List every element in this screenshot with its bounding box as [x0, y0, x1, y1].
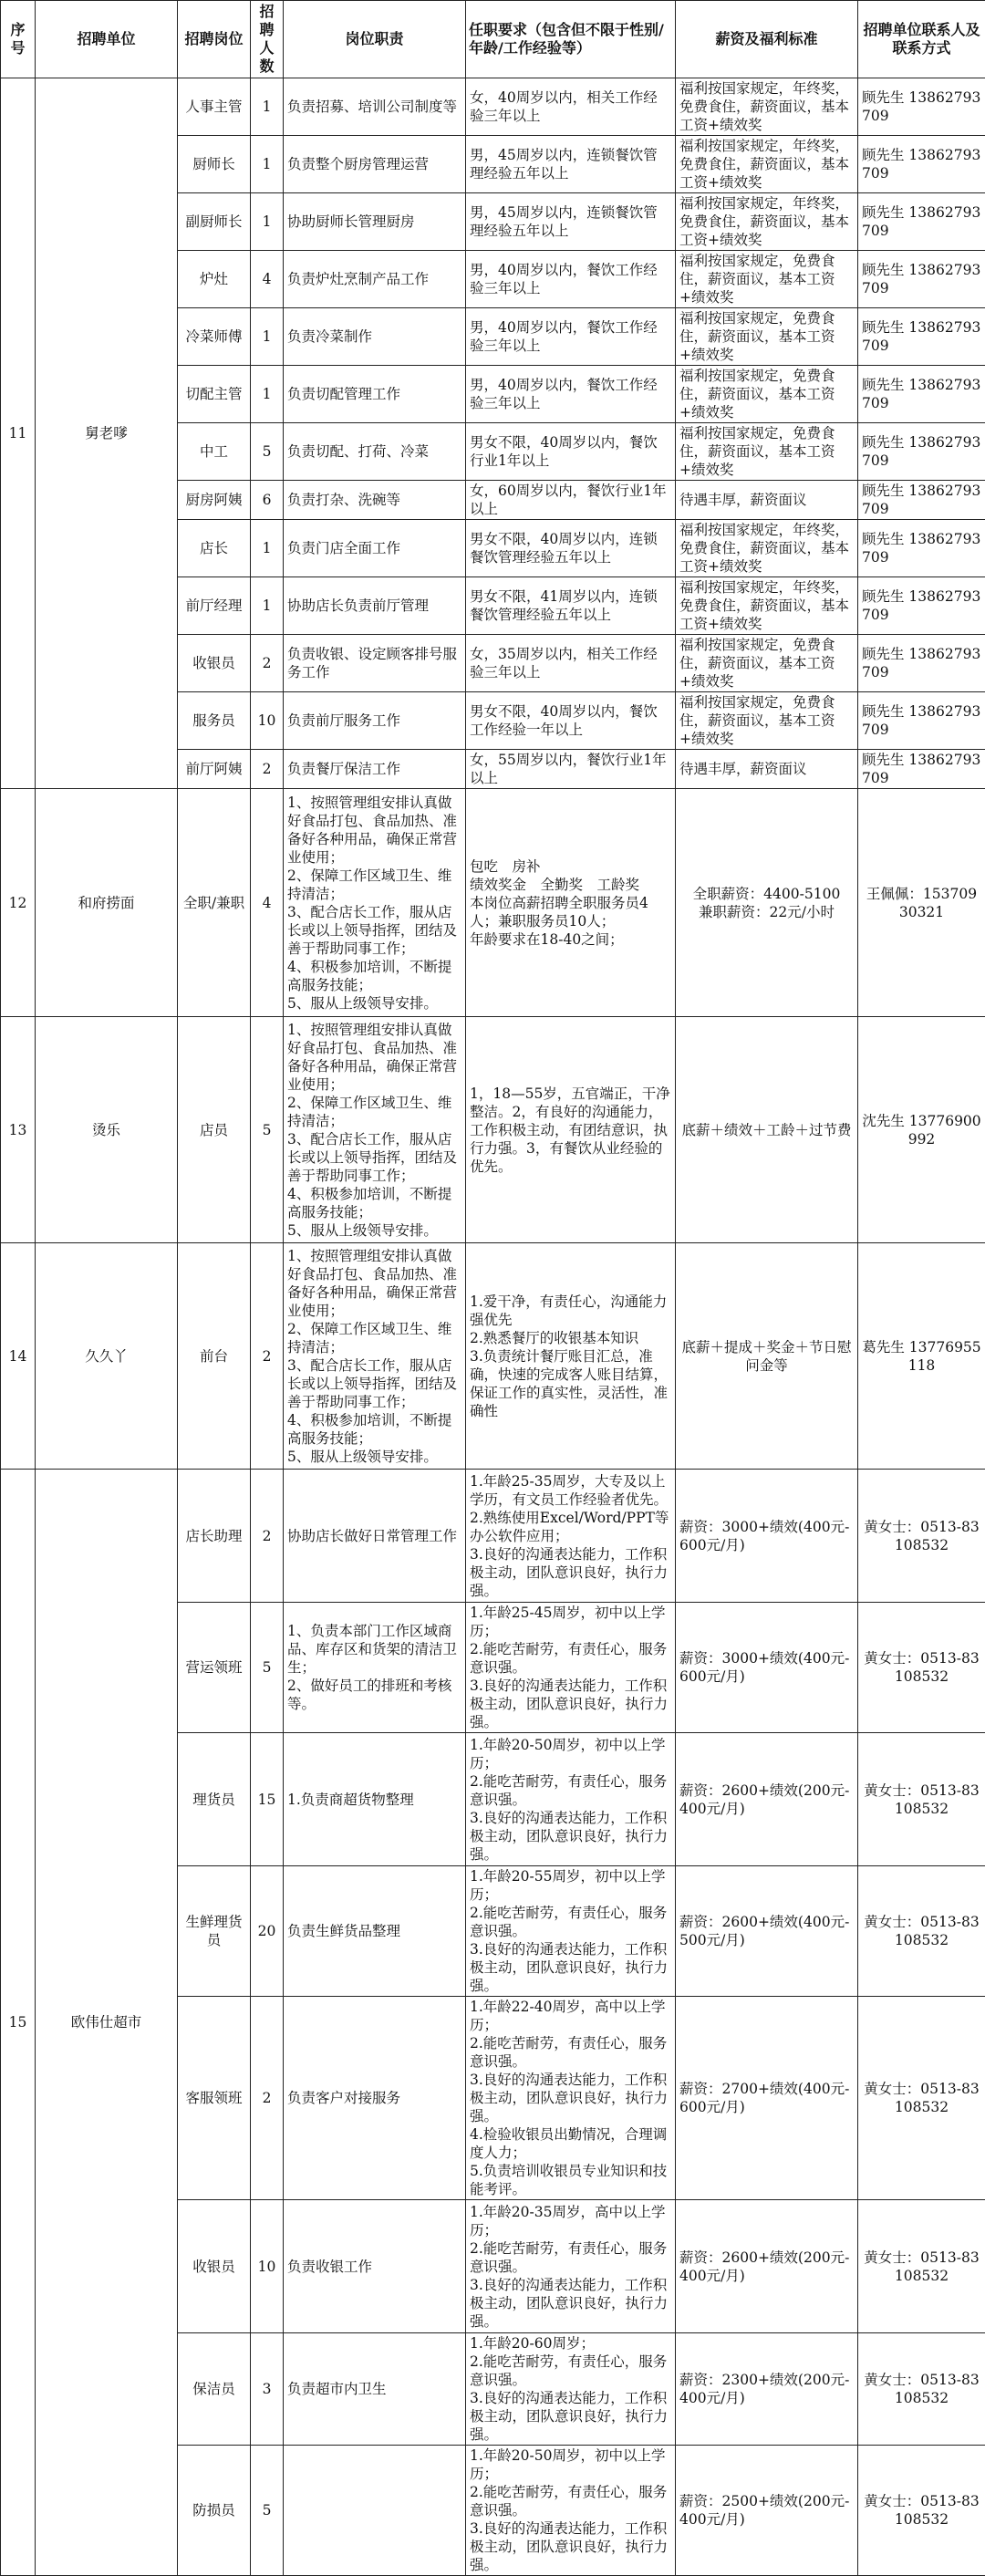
salary-cell: 全职薪资：4400-5100 兼职薪资：22元/小时: [676, 789, 858, 1017]
header-company: 招聘单位: [36, 1, 178, 78]
count-cell: 5: [251, 2446, 284, 2576]
count-cell: 1: [251, 78, 284, 136]
count-cell: 5: [251, 1603, 284, 1733]
position-cell: 人事主管: [178, 78, 251, 136]
requirements-cell: 女，35周岁以内，相关工作经验三年以上: [466, 635, 676, 692]
duty-cell: 负责收银工作: [284, 2200, 466, 2333]
contact-cell: 顾先生 13862793709: [858, 635, 985, 692]
contact-cell: 顾先生 13862793709: [858, 366, 985, 423]
contact-cell: 顾先生 13862793709: [858, 750, 985, 789]
count-cell: 4: [251, 251, 284, 308]
header-count: 招聘人数: [251, 1, 284, 78]
count-cell: 15: [251, 1733, 284, 1866]
requirements-cell: 1.年龄25-45周岁，初中以上学历； 2.能吃苦耐劳，有责任心，服务意识强。 3.良好的沟通表达能力，工作积极主动，团队意识良好，执行力强。: [466, 1603, 676, 1733]
header-requirements: 任职要求（包含但不限于性别/年龄/工作经验等）: [466, 1, 676, 78]
salary-cell: 福利按国家规定，年终奖，免费食住，薪资面议，基本工资+绩效奖: [676, 520, 858, 577]
requirements-cell: 1.年龄20-35周岁，高中以上学历； 2.能吃苦耐劳，有责任心，服务意识强。 3.良好的沟通表达能力，工作积极主动，团队意识良好，执行力强。: [466, 2200, 676, 2333]
count-cell: 6: [251, 481, 284, 520]
salary-cell: 底薪＋提成＋奖金＋节日慰问金等: [676, 1243, 858, 1470]
salary-cell: 待遇丰厚，薪资面议: [676, 481, 858, 520]
salary-cell: 福利按国家规定，免费食住，薪资面议，基本工资+绩效奖: [676, 251, 858, 308]
salary-cell: 薪资：2700+绩效(400元-600元/月): [676, 1997, 858, 2200]
header-position: 招聘岗位: [178, 1, 251, 78]
contact-cell: 顾先生 13862793709: [858, 193, 985, 251]
salary-cell: 底薪＋绩效＋工龄＋过节费: [676, 1017, 858, 1243]
duty-cell: 负责餐厅保洁工作: [284, 750, 466, 789]
contact-cell: 黄女士：0513-83108532: [858, 2200, 985, 2333]
position-cell: 防损员: [178, 2446, 251, 2576]
contact-cell: 顾先生 13862793709: [858, 481, 985, 520]
requirements-cell: 1.爱干净，有责任心，沟通能力强优先 2.熟悉餐厅的收银基本知识 3.负责统计餐厅账目汇总，准确，快速的完成客人账目结算，保证工作的真实性，灵活性，准确性: [466, 1243, 676, 1470]
contact-cell: 顾先生 13862793709: [858, 136, 985, 193]
company-cell: 舅老嗲: [36, 78, 178, 789]
duty-cell: 负责打杂、洗碗等: [284, 481, 466, 520]
salary-cell: 薪资：2600+绩效(200元-400元/月): [676, 2200, 858, 2333]
header-row: [1, 1, 985, 78]
header-contact: 招聘单位联系人及联系方式: [858, 1, 985, 78]
requirements-cell: 1.年龄22-40周岁，高中以上学历； 2.能吃苦耐劳，有责任心，服务意识强。 3.良好的沟通表达能力，工作积极主动，团队意识良好，执行力强。 4.检验收银员出勤情况，合理调度人力； 5.负责培训收银员专业知识和技能考评。: [466, 1997, 676, 2200]
position-cell: 冷菜师傅: [178, 308, 251, 366]
count-cell: 1: [251, 520, 284, 577]
contact-cell: 沈先生 13776900992: [858, 1017, 985, 1243]
table-row: [1, 789, 985, 1017]
contact-cell: 顾先生 13862793709: [858, 251, 985, 308]
table-body: [1, 78, 985, 2576]
salary-cell: 薪资：2300+绩效(200元-400元/月): [676, 2333, 858, 2446]
position-cell: 收银员: [178, 635, 251, 692]
requirements-cell: 1.年龄20-60周岁； 2.能吃苦耐劳，有责任心，服务意识强。 3.良好的沟通表达能力，工作积极主动，团队意识良好，执行力强。: [466, 2333, 676, 2446]
requirements-cell: 男女不限，41周岁以内，连锁餐饮管理经验五年以上: [466, 577, 676, 635]
duty-cell: 1、负责本部门工作区域商品、库存区和货架的清洁卫生； 2、做好员工的排班和考核等。: [284, 1603, 466, 1733]
count-cell: 4: [251, 789, 284, 1017]
header-duty: 岗位职责: [284, 1, 466, 78]
salary-cell: 福利按国家规定，免费食住，薪资面议，基本工资+绩效奖: [676, 366, 858, 423]
salary-cell: 薪资：2500+绩效(200元-400元/月): [676, 2446, 858, 2576]
position-cell: 生鲜理货员: [178, 1866, 251, 1997]
duty-cell: 负责炉灶烹制产品工作: [284, 251, 466, 308]
requirements-cell: 女，55周岁以内，餐饮行业1年以上: [466, 750, 676, 789]
seq-cell: 14: [1, 1243, 36, 1470]
requirements-cell: 包吃 房补 绩效奖金 全勤奖 工龄奖 本岗位高薪招聘全职服务员4人；兼职服务员10人； 年龄要求在18-40之间；: [466, 789, 676, 1017]
position-cell: 店长: [178, 520, 251, 577]
count-cell: 2: [251, 1997, 284, 2200]
position-cell: 前厅经理: [178, 577, 251, 635]
table-row: [1, 1017, 985, 1243]
salary-cell: 福利按国家规定，年终奖，免费食住，薪资面议，基本工资+绩效奖: [676, 577, 858, 635]
contact-cell: 黄女士：0513-83108532: [858, 2446, 985, 2576]
duty-cell: 负责招募、培训公司制度等: [284, 78, 466, 136]
salary-cell: 福利按国家规定，年终奖，免费食住，薪资面议，基本工资+绩效奖: [676, 136, 858, 193]
count-cell: 1: [251, 136, 284, 193]
position-cell: 收银员: [178, 2200, 251, 2333]
header-seq: 序号: [1, 1, 36, 78]
requirements-cell: 女，60周岁以内，餐饮行业1年以上: [466, 481, 676, 520]
salary-cell: 福利按国家规定，免费食住，薪资面议，基本工资+绩效奖: [676, 635, 858, 692]
requirements-cell: 1.年龄20-50周岁，初中以上学历； 2.能吃苦耐劳，有责任心，服务意识强。 3.良好的沟通表达能力，工作积极主动，团队意识良好，执行力强。: [466, 2446, 676, 2576]
count-cell: 2: [251, 1470, 284, 1603]
contact-cell: 葛先生 13776955118: [858, 1243, 985, 1470]
position-cell: 前台: [178, 1243, 251, 1470]
salary-cell: 待遇丰厚，薪资面议: [676, 750, 858, 789]
position-cell: 营运领班: [178, 1603, 251, 1733]
duty-cell: 负责客户对接服务: [284, 1997, 466, 2200]
salary-cell: 福利按国家规定，免费食住，薪资面议，基本工资+绩效奖: [676, 308, 858, 366]
duty-cell: 1.负责商超货物整理: [284, 1733, 466, 1866]
count-cell: 10: [251, 2200, 284, 2333]
count-cell: 5: [251, 1017, 284, 1243]
duty-cell: 负责超市内卫生: [284, 2333, 466, 2446]
seq-cell: 13: [1, 1017, 36, 1243]
count-cell: 1: [251, 366, 284, 423]
duty-cell: 负责整个厨房管理运营: [284, 136, 466, 193]
position-cell: 厨师长: [178, 136, 251, 193]
company-cell: 久久丫: [36, 1243, 178, 1470]
count-cell: 1: [251, 193, 284, 251]
salary-cell: 薪资：2600+绩效(400元-500元/月): [676, 1866, 858, 1997]
position-cell: 前厅阿姨: [178, 750, 251, 789]
position-cell: 保洁员: [178, 2333, 251, 2446]
requirements-cell: 男女不限，40周岁以内，连锁餐饮管理经验五年以上: [466, 520, 676, 577]
table-row: [1, 1470, 985, 1603]
requirements-cell: 男女不限，40周岁以内，餐饮工作经验一年以上: [466, 692, 676, 750]
duty-cell: 协助厨师长管理厨房: [284, 193, 466, 251]
requirements-cell: 1.年龄25-35周岁，大专及以上学历，有文员工作经验者优先。 2.熟练使用Excel/Word/PPT等办公软件应用； 3.良好的沟通表达能力，工作积极主动，团队意识良好，执行力强。: [466, 1470, 676, 1603]
contact-cell: 顾先生 13862793709: [858, 577, 985, 635]
position-cell: 店长助理: [178, 1470, 251, 1603]
count-cell: 5: [251, 423, 284, 481]
duty-cell: 负责门店全面工作: [284, 520, 466, 577]
contact-cell: 黄女士：0513-83108532: [858, 1866, 985, 1997]
duty-cell: 1、按照管理组安排认真做好食品打包、食品加热、准备好各种用品，确保正常营业使用； 2、保障工作区域卫生、维持清洁； 3、配合店长工作，服从店长或以上领导指挥，团结及善于帮助同事工作； 4、积极参加培训，不断提高服务技能； 5、服从上级领导安排。: [284, 1017, 466, 1243]
requirements-cell: 男，40周岁以内，餐饮工作经验三年以上: [466, 308, 676, 366]
count-cell: 2: [251, 750, 284, 789]
count-cell: 2: [251, 635, 284, 692]
duty-cell: 1、按照管理组安排认真做好食品打包、食品加热、准备好各种用品，确保正常营业使用； 2、保障工作区域卫生、维持清洁； 3、配合店长工作，服从店长或以上领导指挥，团结及善于帮助同事工作； 4、积极参加培训，不断提高服务技能； 5、服从上级领导安排。: [284, 789, 466, 1017]
count-cell: 1: [251, 308, 284, 366]
salary-cell: 薪资：3000+绩效(400元-600元/月): [676, 1603, 858, 1733]
position-cell: 切配主管: [178, 366, 251, 423]
count-cell: 10: [251, 692, 284, 750]
contact-cell: 王佩佩：15370930321: [858, 789, 985, 1017]
requirements-cell: 男，45周岁以内，连锁餐饮管理经验五年以上: [466, 136, 676, 193]
contact-cell: 顾先生 13862793709: [858, 423, 985, 481]
salary-cell: 薪资：2600+绩效(200元-400元/月): [676, 1733, 858, 1866]
salary-cell: 福利按国家规定，年终奖，免费食住，薪资面议，基本工资+绩效奖: [676, 193, 858, 251]
position-cell: 服务员: [178, 692, 251, 750]
position-cell: 副厨师长: [178, 193, 251, 251]
position-cell: 厨房阿姨: [178, 481, 251, 520]
duty-cell: 负责前厅服务工作: [284, 692, 466, 750]
requirements-cell: 1，18—55岁，五官端正，干净整洁。2，有良好的沟通能力，工作积极主动，有团结意识，执行力强。3，有餐饮从业经验的优先。: [466, 1017, 676, 1243]
salary-cell: 福利按国家规定，免费食住，薪资面议，基本工资+绩效奖: [676, 692, 858, 750]
company-cell: 欧伟仕超市: [36, 1470, 178, 2576]
position-cell: 理货员: [178, 1733, 251, 1866]
contact-cell: 黄女士：0513-83108532: [858, 2333, 985, 2446]
contact-cell: 黄女士：0513-83108532: [858, 1603, 985, 1733]
salary-cell: 薪资：3000+绩效(400元-600元/月): [676, 1470, 858, 1603]
duty-cell: 负责切配、打荷、冷菜: [284, 423, 466, 481]
company-cell: 烫乐: [36, 1017, 178, 1243]
duty-cell: 负责生鲜货品整理: [284, 1866, 466, 1997]
table-row: [1, 78, 985, 136]
requirements-cell: 男，45周岁以内，连锁餐饮管理经验五年以上: [466, 193, 676, 251]
requirements-cell: 1.年龄20-50周岁，初中以上学历； 2.能吃苦耐劳，有责任心，服务意识强。 3.良好的沟通表达能力，工作积极主动，团队意识良好，执行力强。: [466, 1733, 676, 1866]
count-cell: 1: [251, 577, 284, 635]
requirements-cell: 男，40周岁以内，餐饮工作经验三年以上: [466, 366, 676, 423]
count-cell: 3: [251, 2333, 284, 2446]
duty-cell: 负责冷菜制作: [284, 308, 466, 366]
duty-cell: 1、按照管理组安排认真做好食品打包、食品加热、准备好各种用品，确保正常营业使用； 2、保障工作区域卫生、维持清洁； 3、配合店长工作，服从店长或以上领导指挥，团结及善于帮助同事工作； 4、积极参加培训，不断提高服务技能； 5、服从上级领导安排。: [284, 1243, 466, 1470]
requirements-cell: 男女不限，40周岁以内，餐饮行业1年以上: [466, 423, 676, 481]
count-cell: 20: [251, 1866, 284, 1997]
requirements-cell: 女，40周岁以内，相关工作经验三年以上: [466, 78, 676, 136]
duty-cell: 协助店长负责前厅管理: [284, 577, 466, 635]
position-cell: 炉灶: [178, 251, 251, 308]
count-cell: 2: [251, 1243, 284, 1470]
contact-cell: 顾先生 13862793709: [858, 78, 985, 136]
contact-cell: 顾先生 13862793709: [858, 308, 985, 366]
contact-cell: 黄女士：0513-83108532: [858, 1997, 985, 2200]
requirements-cell: 1.年龄20-55周岁，初中以上学历； 2.能吃苦耐劳，有责任心，服务意识强。 3.良好的沟通表达能力，工作积极主动，团队意识良好，执行力强。: [466, 1866, 676, 1997]
contact-cell: 黄女士：0513-83108532: [858, 1733, 985, 1866]
contact-cell: 顾先生 13862793709: [858, 692, 985, 750]
duty-cell: 负责收银、设定顾客排号服务工作: [284, 635, 466, 692]
table-row: [1, 1243, 985, 1470]
duty-cell: 负责切配管理工作: [284, 366, 466, 423]
contact-cell: 顾先生 13862793709: [858, 520, 985, 577]
salary-cell: 福利按国家规定，免费食住，薪资面议，基本工资+绩效奖: [676, 423, 858, 481]
seq-cell: 11: [1, 78, 36, 789]
header-salary: 薪资及福利标准: [676, 1, 858, 78]
seq-cell: 15: [1, 1470, 36, 2576]
requirements-cell: 男，40周岁以内，餐饮工作经验三年以上: [466, 251, 676, 308]
duty-cell: [284, 2446, 466, 2576]
position-cell: 中工: [178, 423, 251, 481]
position-cell: 店员: [178, 1017, 251, 1243]
seq-cell: 12: [1, 789, 36, 1017]
salary-cell: 福利按国家规定，年终奖，免费食住，薪资面议，基本工资+绩效奖: [676, 78, 858, 136]
duty-cell: 协助店长做好日常管理工作: [284, 1470, 466, 1603]
position-cell: 客服领班: [178, 1997, 251, 2200]
company-cell: 和府捞面: [36, 789, 178, 1017]
position-cell: 全职/兼职: [178, 789, 251, 1017]
contact-cell: 黄女士：0513-83108532: [858, 1470, 985, 1603]
